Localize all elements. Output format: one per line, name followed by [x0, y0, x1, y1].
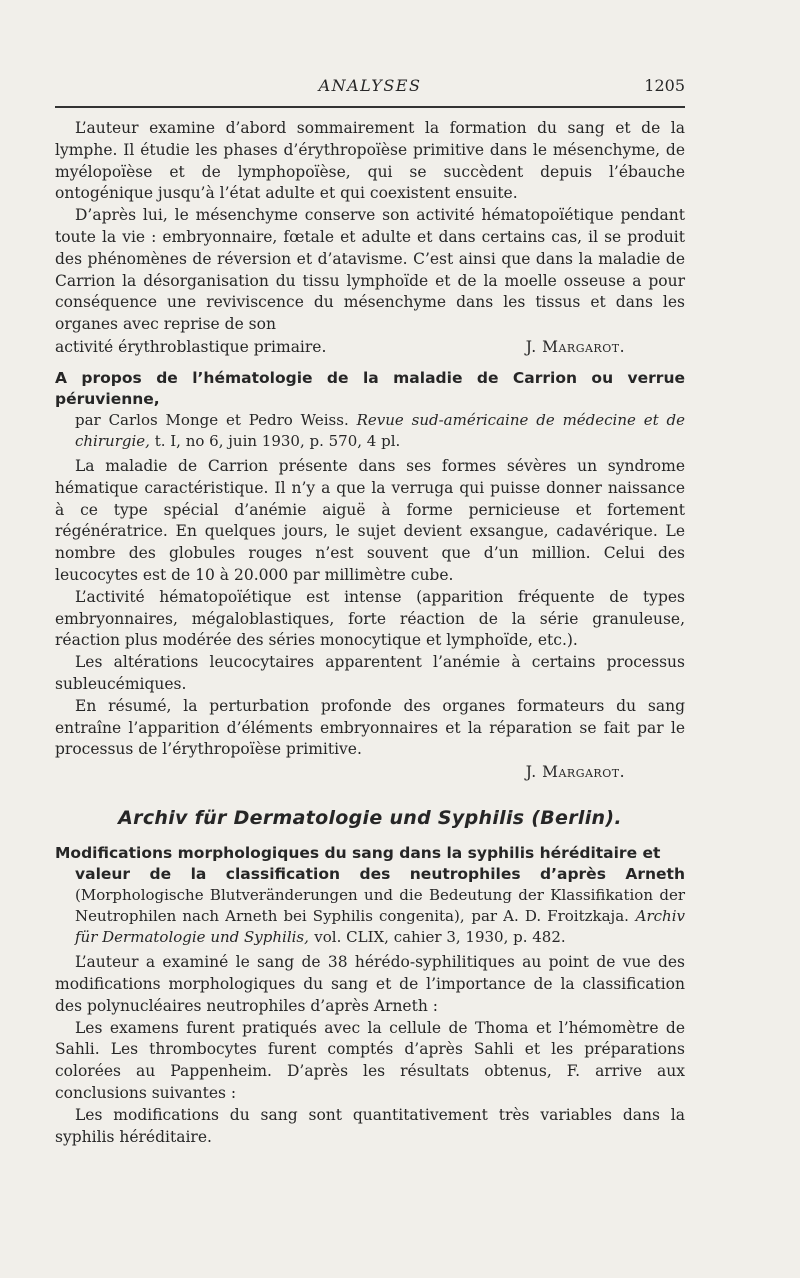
document-page: [55, 76, 685, 1148]
paragraph: Les examens furent pratiqués avec la cellule de Thoma et l’hémomètre de Sahli. Les thrombocytes furent comptés d’après Sahli et les préparations colorées au Pappenheim. D’après les résultats obtenus, F. arrive aux conclusions suivantes :: [55, 1018, 685, 1102]
article-byline: [55, 410, 685, 452]
paragraph: D’après lui, le mésenchyme conserve son activité hématopoïétique pendant toute la vie : embryonnaire, fœtale et adulte et dans certains cas, il se produit des phénomènes de réversion et d’atavisme. C’est ainsi que dans la maladie de Carrion la désorganisation du tissu lymphoïde et de la moelle osseuse a pour conséquence une reviviscence du mésenchyme dans les tissus et dans les organes avec reprise de son: [55, 206, 685, 334]
signature-text: J. Margarot.: [525, 763, 625, 782]
byline-author: par A. D. Froitzkaja.: [471, 907, 629, 926]
article-title-line2: valeur de la classification des neutrophiles d’après Arneth: [75, 865, 685, 884]
paragraph-last-line: activité érythroblastique primaire.: [55, 337, 327, 356]
byline-german-title: (Morphologische Blutveränderungen und die Bedeutung der Klassifikation der Neutrophilen nach Arneth bei Syphilis congenita),: [75, 886, 685, 926]
author-signature: [55, 761, 685, 783]
paragraph: En résumé, la perturbation profonde des organes formateurs du sang entraîne l’apparition d’éléments embryonnaires et la réparation se fait par le processus de l’érythropoïèse primitive.: [55, 696, 685, 759]
journal-heading: Archiv für Dermatologie und Syphilis (Berlin).: [118, 807, 622, 830]
byline-reference: vol. CLIX, cahier 3, 1930, p. 482.: [314, 928, 566, 947]
paragraph: L’auteur examine d’abord sommairement la formation du sang et de la lymphe. Il étudie les phases d’érythropoïèse primitive dans le mésenchyme, de myélopoïèse et de lymphopoïèse, qui se succèdent depuis l’ébauche ontogénique jusqu’à l’état adulte et qui coexistent ensuite.: [55, 119, 685, 203]
byline-journal: Archiv für Dermatologie und Syphilis,: [75, 907, 685, 947]
paragraph: La maladie de Carrion présente dans ses formes sévères un syndrome hématique caractéristique. Il n’y a que la verruga qui puisse donner naissance à ce type spécial d’anémie aiguë à forme pernicieuse et fortement régénératrice. En quelques jours, le sujet devient exsangue, cadavérique. Le nombre des globules rouges n’est souvent que d’un million. Celui des leucocytes est de 10 à 20.000 par millimètre cube.: [55, 456, 685, 584]
header-rule: [55, 106, 685, 108]
signature-line: [55, 336, 685, 358]
byline-authors: par Carlos Monge et Pedro Weiss.: [75, 410, 349, 429]
paragraph: Les altérations leucocytaires apparentent l’anémie à certains processus subleucémiques.: [55, 653, 685, 693]
article-title: [55, 843, 685, 948]
paragraph: L’auteur a examiné le sang de 38 hérédo-syphilitiques au point de vue des modifications morphologiques du sang et de l’importance de la classification des polynucléaires neutrophiles d’après Arneth :: [55, 953, 685, 1015]
paragraph: Les modifications du sang sont quantitativement très variables dans la syphilis héréditaire.: [55, 1105, 685, 1146]
byline-reference: t. I, no 6, juin 1930, p. 570, 4 pl.: [154, 431, 401, 450]
author-signature: J. Margarot.: [525, 337, 625, 356]
paragraph: L’activité hématopoïétique est intense (apparition fréquente de types embryonnaires, mégaloblastiques, forte réaction de la série granuleuse, réaction plus modérée des séries monocytique et lymphoïde, etc.).: [55, 587, 685, 650]
page-header: [55, 76, 685, 100]
article-title-line1: Modifications morphologiques du sang dans la syphilis héréditaire et: [55, 844, 661, 863]
article-title: A propos de l’hématologie de la maladie de Carrion ou verrue péruvienne,: [55, 368, 685, 408]
running-title: ANALYSES: [318, 76, 422, 95]
byline-journal: Revue sud-américaine de médecine et de chirurgie,: [75, 410, 685, 450]
page-number: 1205: [644, 76, 685, 95]
